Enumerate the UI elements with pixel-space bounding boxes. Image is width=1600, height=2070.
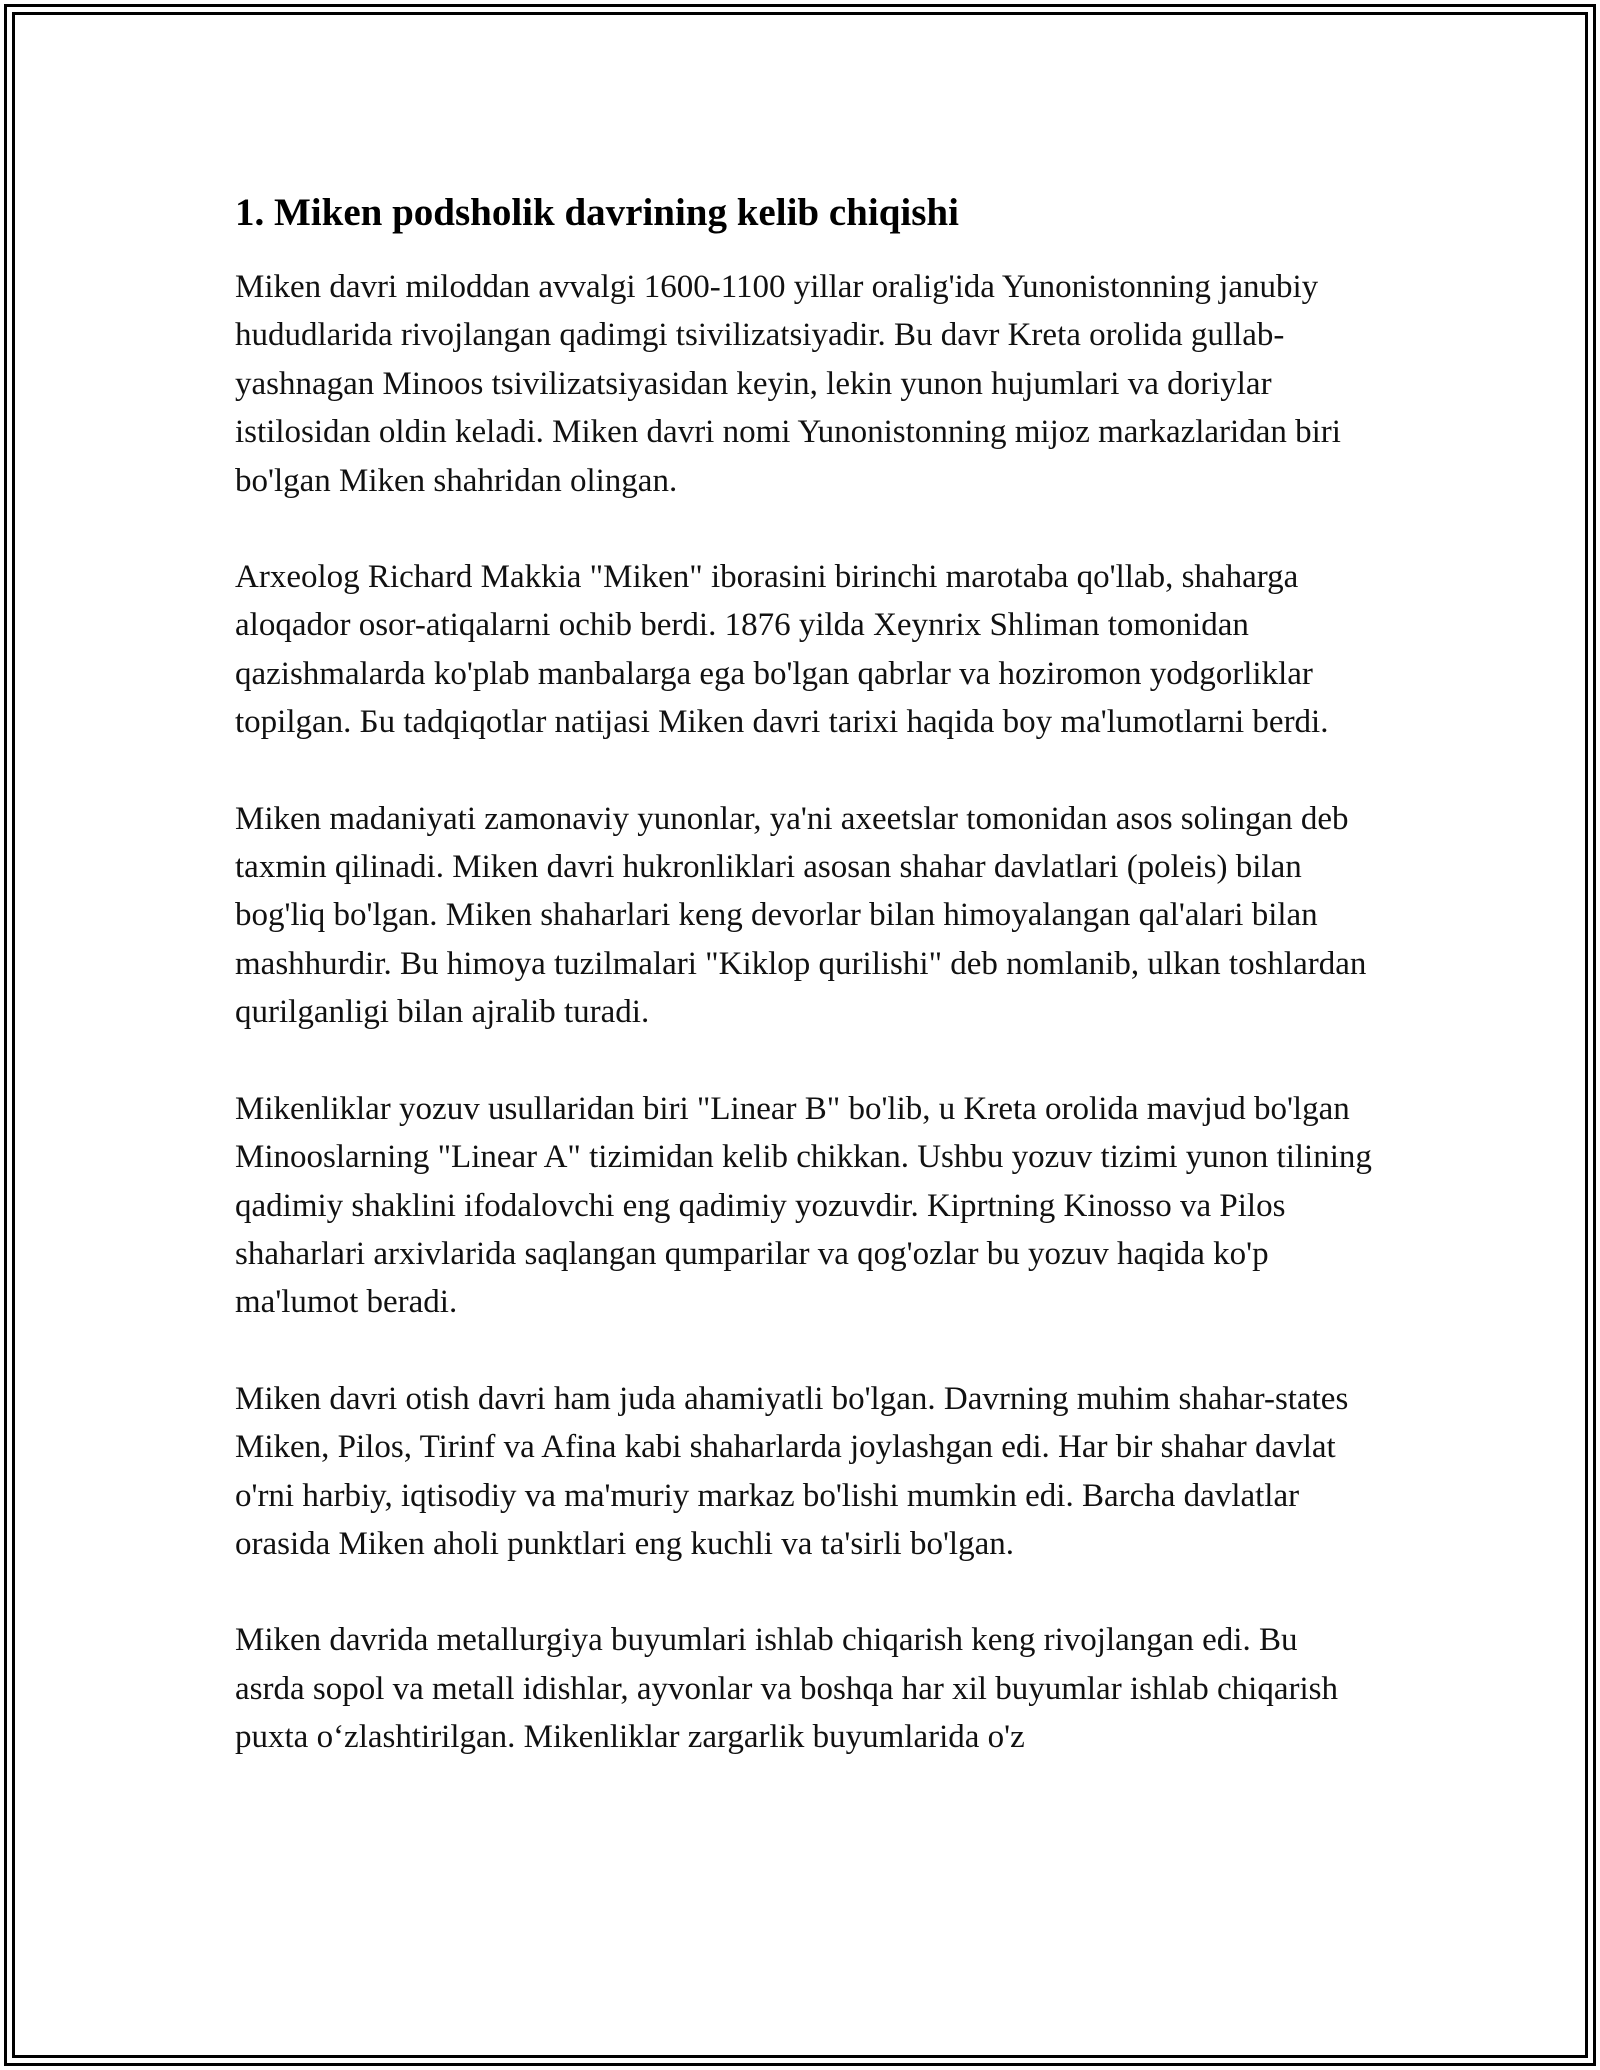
paragraph-2: Arxeolog Richard Makkia "Miken" iborasini birinchi marotaba qo'llab, shaharga aloqador osor-atiqalarni ochib berdi. 1876 yilda Xeynrix Shliman tomonidan qazishmalarda ko'plab manbalarga ega bo'lgan qabrlar va hoziromon yodgorliklar topilgan. Бu tadqiqotlar natijasi Miken davri tarixi haqida boy ma'lumotlarni berdi.: [235, 559, 1329, 741]
document-body: [235, 185, 1375, 1810]
paragraph-6: Miken davrida metallurgiya buyumlari ishlab chiqarish keng rivojlangan edi. Bu asrda sopol va metall idishlar, ayvonlar va boshqa har xil buyumlar ishlab chiqarish puxta o‘zlashtirilgan. Mikenliklar zargarlik buyumlarida o'z: [235, 1622, 1338, 1756]
paragraph-4: Mikenliklar yozuv usullaridan biri "Linear B" bo'lib, u Kreta orolida mavjud bo'lgan Minooslarning "Linear A" tizimidan kelib chikkan. Ushbu yozuv tizimi yunon tilining qadimiy shaklini ifodalovchi eng qadimiy yozuvdir. Kiprtning Kinosso va Pilos shaharlari arxivlarida saqlangan qumparilar va qog'ozlar bu yozuv haqida ko'p ma'lumot beradi.: [235, 1090, 1372, 1321]
section-heading: 1. Miken podsholik davrining kelib chiqishi: [235, 191, 959, 234]
paragraph-1: Miken davri miloddan avvalgi 1600-1100 yillar oralig'ida Yunonistonning janubiy hududlarida rivojlangan qadimgi tsivilizatsiyadir. Bu davr Kreta orolida gullab-yashnagan Minoos tsivilizatsiyasidan keyin, lekin yunon hujumlari va doriylar istilosidan oldin keladi. Miken davri nomi Yunonistonning mijoz markazlaridan biri bo'lgan Miken shahridan olingan.: [235, 269, 1341, 499]
paragraph-3: Miken madaniyati zamonaviy yunonlar, ya'ni axeetslar tomonidan asos solingan deb taxmin qilinadi. Miken davri hukronliklari asosan shahar davlatlari (poleis) bilan bog'liq bo'lgan. Miken shaharlari keng devorlar bilan himoyalangan qal'alari bilan mashhurdir. Bu himoya tuzilmalari "Kiklop qurilishi" deb nomlanib, ulkan toshlardan qurilganligi bilan ajralib turadi.: [235, 800, 1367, 1031]
paragraph-5: Miken davri otish davri ham juda ahamiyatli bo'lgan. Davrning muhim shahar-states Miken, Pilos, Tirinf va Afina kabi shaharlarda joylashgan edi. Har bir shahar davlat o'rni harbiy, iqtisodiy va ma'muriy markaz bo'lishi mumkin edi. Barcha davlatlar orasida Miken aholi punktlari eng kuchli va ta'sirli bo'lgan.: [235, 1380, 1349, 1562]
